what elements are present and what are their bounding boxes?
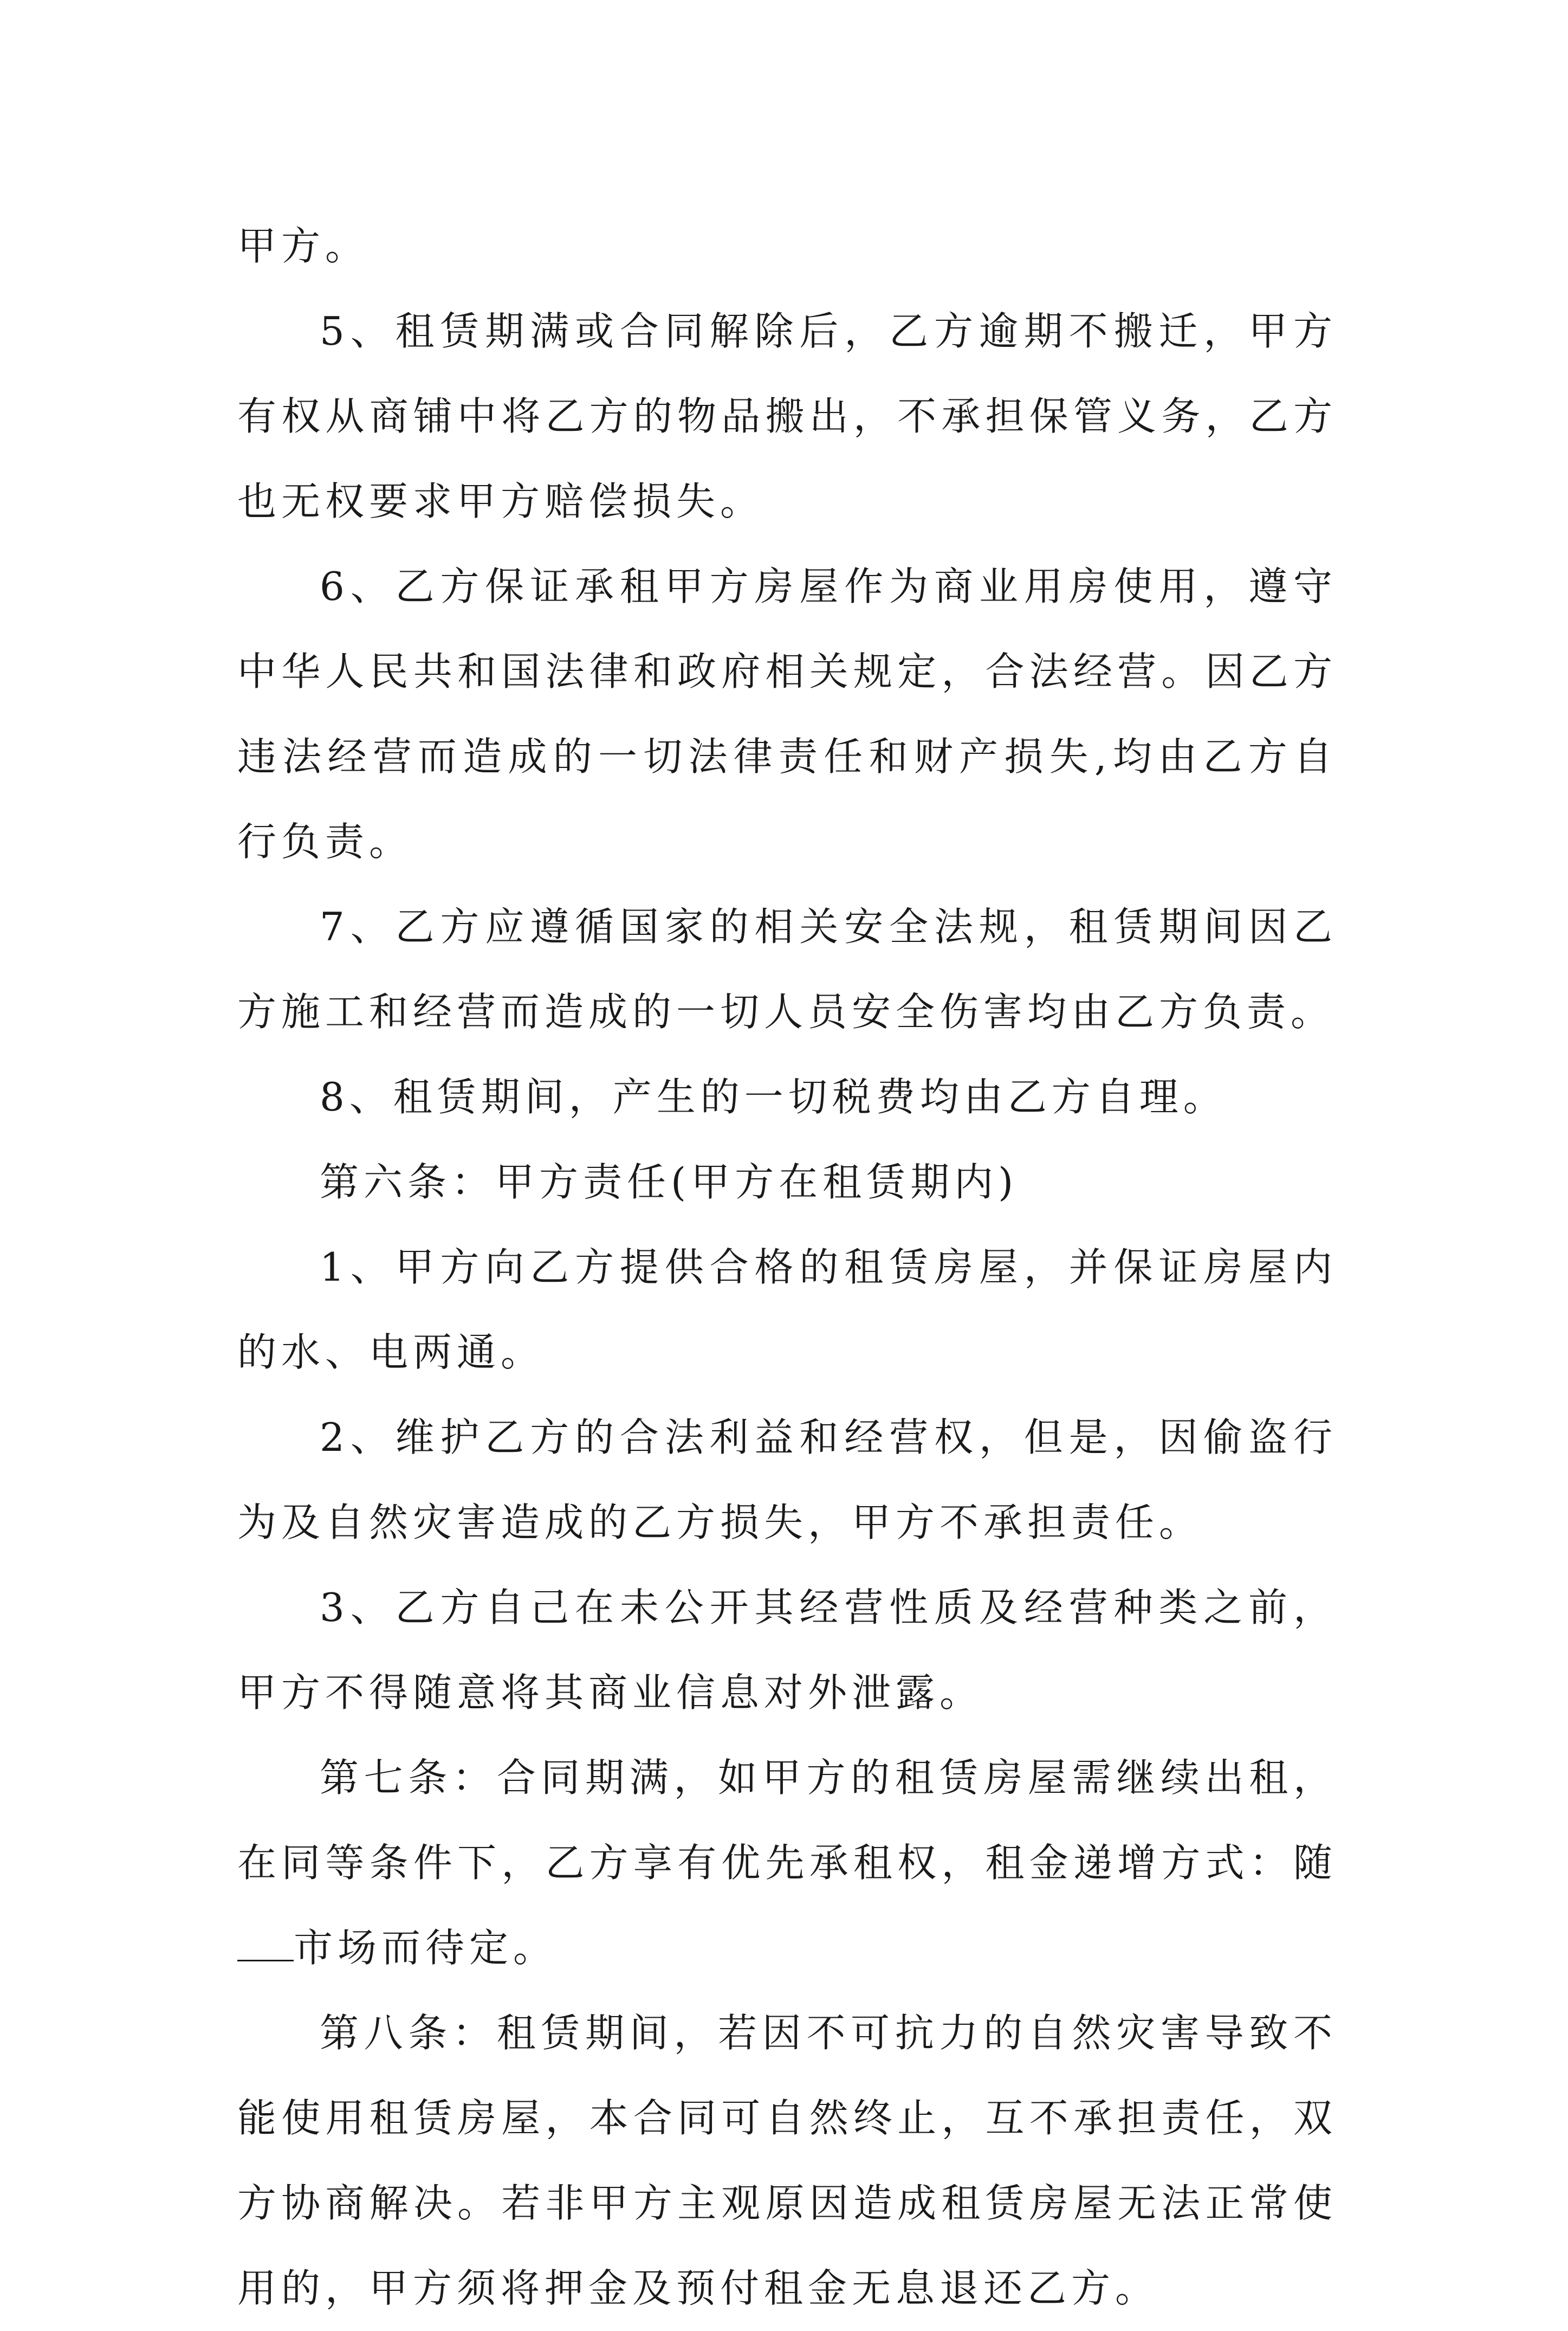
paragraph-article-6-item-1: 1、甲方向乙方提供合格的租赁房屋，并保证房屋内的水、电两通。 [237, 1244, 1337, 1375]
paragraph-clause-6: 6、乙方保证承租甲方房屋作为商业用房使用，遵守中华人民共和国法律和政府相关规定，合法经营。因乙方违法经营而造成的一切法律责任和财产损失,均由乙方自行负责。 [237, 564, 1337, 864]
paragraph-article-6-item-3: 3、乙方自己在未公开其经营性质及经营种类之前，甲方不得随意将其商业信息对外泄露。 [237, 1585, 1337, 1715]
paragraph-article-8: 第八条：租赁期间，若因不可抗力的自然灾害导致不能使用租赁房屋，本合同可自然终止，互不承担责任，双方协商解决。若非甲方主观原因造成租赁房屋无法正常使用的，甲方须将押金及预付租金无息退还乙方。 [237, 2010, 1337, 2311]
article-7-text-before-blank: 第七条：合同期满，如甲方的租赁房屋需继续出租，在同等条件下，乙方享有优先承租权，租金递增方式：随 [237, 1755, 1337, 1886]
article-7-text-after-blank: 市场而待定。 [294, 1925, 558, 1971]
paragraph-clause-8: 8、租赁期间，产生的一切税费均由乙方自理。 [320, 1074, 1227, 1120]
paragraph-clause-5: 5、租赁期满或合同解除后，乙方逾期不搬迁，甲方有权从商铺中将乙方的物品搬出，不承担保管义务，乙方也无权要求甲方赔偿损失。 [237, 308, 1337, 524]
paragraph-article-6-item-2: 2、维护乙方的合法利益和经营权，但是，因偷盗行为及自然灾害造成的乙方损失，甲方不承担责任。 [237, 1415, 1337, 1545]
paragraph-continuation: 甲方。 [237, 223, 370, 269]
article-6-heading: 第六条：甲方责任(甲方在租赁期内) [320, 1159, 1019, 1205]
contract-body [237, 204, 1337, 2331]
paragraph-clause-7: 7、乙方应遵循国家的相关安全法规，租赁期间因乙方施工和经营而造成的一切人员安全伤害均由乙方负责。 [237, 904, 1337, 1035]
fill-in-blank [237, 1927, 294, 1961]
paragraph-article-7 [237, 1735, 1337, 1991]
